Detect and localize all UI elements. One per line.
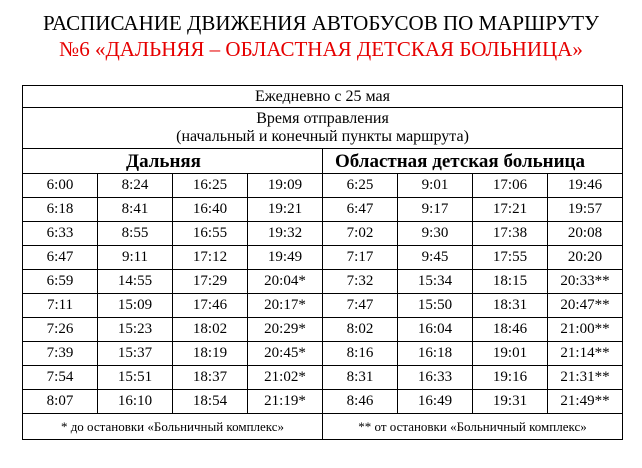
departure-time-dalnyaya: 16:10 xyxy=(98,390,173,414)
time-row xyxy=(23,198,623,222)
departure-time-dalnyaya: 18:02 xyxy=(173,318,248,342)
departure-row xyxy=(23,108,623,149)
departure-time-hospital: 9:30 xyxy=(398,222,473,246)
departure-time-hospital: 6:47 xyxy=(323,198,398,222)
departure-time-dalnyaya: 16:55 xyxy=(173,222,248,246)
departure-time-dalnyaya: 8:41 xyxy=(98,198,173,222)
departure-time-hospital: 7:02 xyxy=(323,222,398,246)
time-row xyxy=(23,342,623,366)
departure-time-dalnyaya: 19:32 xyxy=(248,222,323,246)
departure-time-hospital: 9:01 xyxy=(398,174,473,198)
departure-time-hospital: 8:31 xyxy=(323,366,398,390)
departure-time-hospital: 21:49** xyxy=(548,390,623,414)
route-title: №6 «ДАЛЬНЯЯ – ОБЛАСТНАЯ ДЕТСКАЯ БОЛЬНИЦА» xyxy=(59,37,583,61)
schedule-title: РАСПИСАНИЕ ДВИЖЕНИЯ АВТОБУСОВ ПО МАРШРУТУ xyxy=(43,11,599,35)
departure-time-hospital: 20:47** xyxy=(548,294,623,318)
departure-time-hospital: 19:31 xyxy=(473,390,548,414)
departure-time-hospital: 21:31** xyxy=(548,366,623,390)
departure-time-hospital: 7:17 xyxy=(323,246,398,270)
departure-time-dalnyaya: 18:54 xyxy=(173,390,248,414)
footnote-left: * до остановки «Больничный комплекс» xyxy=(23,414,323,440)
departure-time-dalnyaya: 17:46 xyxy=(173,294,248,318)
departure-time-dalnyaya: 15:51 xyxy=(98,366,173,390)
departure-time-dalnyaya: 20:45* xyxy=(248,342,323,366)
departure-time-hospital: 16:49 xyxy=(398,390,473,414)
departure-header xyxy=(23,108,623,149)
departure-time-hospital: 19:46 xyxy=(548,174,623,198)
departure-time-dalnyaya: 15:23 xyxy=(98,318,173,342)
departure-time-dalnyaya: 17:12 xyxy=(173,246,248,270)
departure-time-dalnyaya: 6:59 xyxy=(23,270,98,294)
departure-time-hospital: 17:38 xyxy=(473,222,548,246)
direction-row xyxy=(23,149,623,174)
departure-time-hospital: 19:01 xyxy=(473,342,548,366)
departure-time-hospital: 7:47 xyxy=(323,294,398,318)
departure-time-dalnyaya: 18:37 xyxy=(173,366,248,390)
departure-subtitle: (начальный и конечный пункты маршрута) xyxy=(176,128,469,145)
departure-time-dalnyaya: 7:26 xyxy=(23,318,98,342)
departure-time-dalnyaya: 6:47 xyxy=(23,246,98,270)
departure-time-hospital: 15:34 xyxy=(398,270,473,294)
time-row xyxy=(23,222,623,246)
departure-time-dalnyaya: 9:11 xyxy=(98,246,173,270)
days-label: Ежедневно с 25 мая xyxy=(23,86,623,108)
departure-time-dalnyaya: 8:07 xyxy=(23,390,98,414)
departure-time-dalnyaya: 21:02* xyxy=(248,366,323,390)
departure-time-hospital: 21:14** xyxy=(548,342,623,366)
time-row xyxy=(23,318,623,342)
departure-time-dalnyaya: 20:29* xyxy=(248,318,323,342)
departure-time-hospital: 8:02 xyxy=(323,318,398,342)
departure-time-dalnyaya: 8:55 xyxy=(98,222,173,246)
time-row xyxy=(23,174,623,198)
time-row xyxy=(23,366,623,390)
departure-time-hospital: 19:16 xyxy=(473,366,548,390)
departure-time-hospital: 6:25 xyxy=(323,174,398,198)
departure-time-hospital: 20:33** xyxy=(548,270,623,294)
departure-time-hospital: 8:16 xyxy=(323,342,398,366)
departure-time-dalnyaya: 21:19* xyxy=(248,390,323,414)
departure-time-dalnyaya: 6:00 xyxy=(23,174,98,198)
departure-time-dalnyaya: 14:55 xyxy=(98,270,173,294)
departure-time-dalnyaya: 7:54 xyxy=(23,366,98,390)
departure-time-hospital: 9:17 xyxy=(398,198,473,222)
departure-time-hospital: 18:46 xyxy=(473,318,548,342)
departure-time-hospital: 21:00** xyxy=(548,318,623,342)
departure-time-dalnyaya: 20:04* xyxy=(248,270,323,294)
time-row xyxy=(23,246,623,270)
departure-time-dalnyaya: 8:24 xyxy=(98,174,173,198)
departure-time-dalnyaya: 6:33 xyxy=(23,222,98,246)
departure-time-hospital: 16:18 xyxy=(398,342,473,366)
departure-time-dalnyaya: 18:19 xyxy=(173,342,248,366)
departure-time-dalnyaya: 16:25 xyxy=(173,174,248,198)
departure-time-hospital: 18:31 xyxy=(473,294,548,318)
departure-time-hospital: 17:06 xyxy=(473,174,548,198)
direction-right: Областная детская больница xyxy=(323,149,623,174)
departure-time-dalnyaya: 17:29 xyxy=(173,270,248,294)
footnote-right: ** от остановки «Больничный комплекс» xyxy=(323,414,623,440)
departure-time-dalnyaya: 7:39 xyxy=(23,342,98,366)
departure-time-dalnyaya: 15:37 xyxy=(98,342,173,366)
departure-time-hospital: 8:46 xyxy=(323,390,398,414)
departure-time-hospital: 19:57 xyxy=(548,198,623,222)
departure-time-hospital: 7:32 xyxy=(323,270,398,294)
departure-time-hospital: 20:08 xyxy=(548,222,623,246)
departure-time-dalnyaya: 20:17* xyxy=(248,294,323,318)
departure-time-dalnyaya: 19:21 xyxy=(248,198,323,222)
departure-time-hospital: 16:33 xyxy=(398,366,473,390)
departure-time-hospital: 16:04 xyxy=(398,318,473,342)
departure-time-hospital: 18:15 xyxy=(473,270,548,294)
departure-time-dalnyaya: 16:40 xyxy=(173,198,248,222)
departure-time-dalnyaya: 19:49 xyxy=(248,246,323,270)
departure-time-dalnyaya: 15:09 xyxy=(98,294,173,318)
departure-time-hospital: 9:45 xyxy=(398,246,473,270)
departure-time-hospital: 15:50 xyxy=(398,294,473,318)
departure-time-hospital: 17:55 xyxy=(473,246,548,270)
direction-left: Дальняя xyxy=(23,149,323,174)
footnote-row xyxy=(23,414,623,440)
time-row xyxy=(23,390,623,414)
departure-time-hospital: 20:20 xyxy=(548,246,623,270)
departure-time-dalnyaya: 7:11 xyxy=(23,294,98,318)
time-row xyxy=(23,294,623,318)
departure-time-dalnyaya: 19:09 xyxy=(248,174,323,198)
schedule-table xyxy=(22,85,623,440)
departure-time-dalnyaya: 6:18 xyxy=(23,198,98,222)
time-row xyxy=(23,270,623,294)
departure-title: Время отправления xyxy=(256,110,389,127)
departure-time-hospital: 17:21 xyxy=(473,198,548,222)
days-row xyxy=(23,86,623,108)
